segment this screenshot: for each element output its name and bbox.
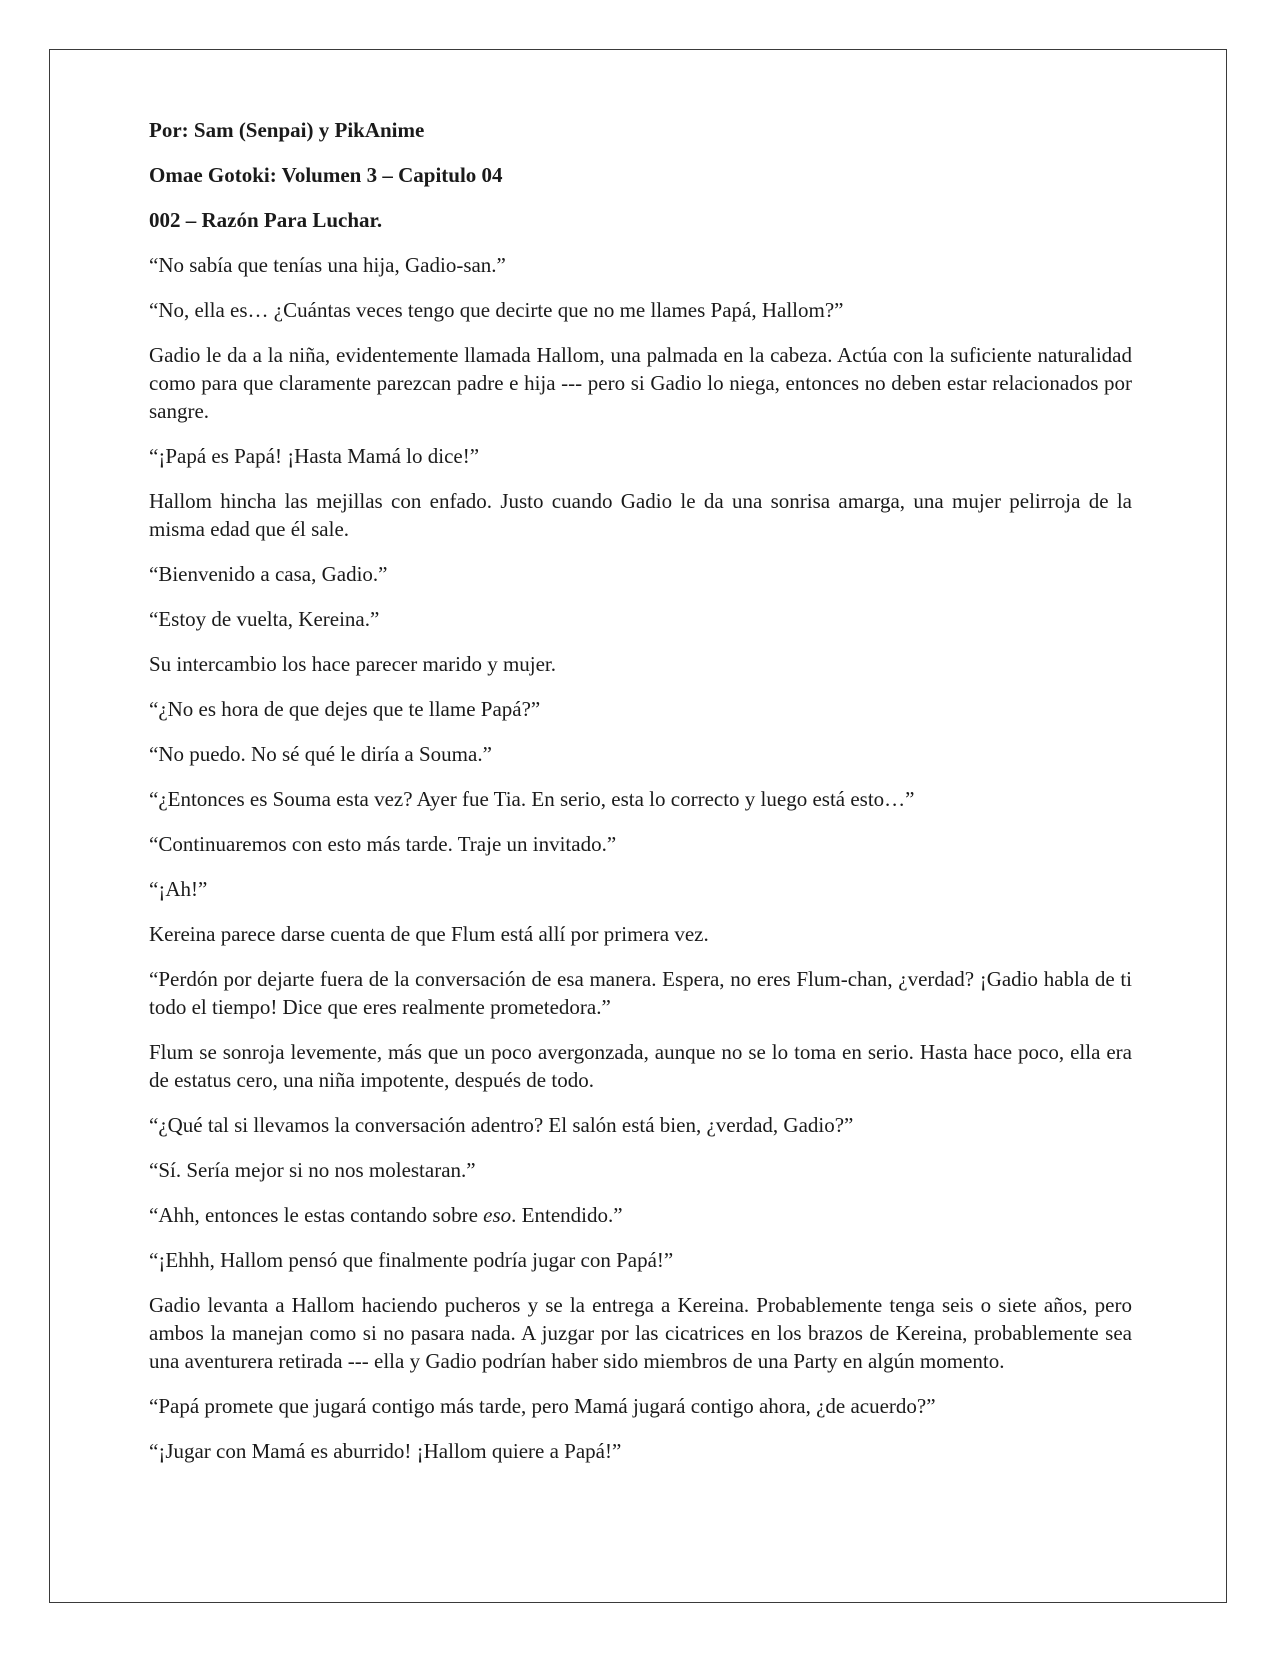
paragraph: Gadio levanta a Hallom haciendo pucheros y se la entrega a Kereina. Probablemente tenga seis o siete años, pero ambos la manejan como si no pasara nada. A juzgar por las cicatrices en los brazos de Kereina, probablemente sea una aventurera retirada --- ella y Gadio podrían haber sido miembros de una Party en algún momento. <box>149 1293 1132 1373</box>
paragraph: “¡Jugar con Mamá es aburrido! ¡Hallom quiere a Papá!” <box>149 1439 622 1463</box>
paragraph: “Continuaremos con esto más tarde. Traje un invitado.” <box>149 832 617 856</box>
paragraph: “No, ella es… ¿Cuántas veces tengo que decirte que no me llames Papá, Hallom?” <box>149 298 844 322</box>
paragraph: Kereina parece darse cuenta de que Flum está allí por primera vez. <box>149 922 709 946</box>
paragraph: Su intercambio los hace parecer marido y mujer. <box>149 652 557 676</box>
paragraph: Flum se sonroja levemente, más que un poco avergonzada, aunque no se lo toma en serio. Hasta hace poco, ella era de estatus cero, una niña impotente, después de todo. <box>149 1040 1132 1092</box>
paragraph: Hallom hincha las mejillas con enfado. Justo cuando Gadio le da una sonrisa amarga, una mujer pelirroja de la misma edad que él sale. <box>149 489 1132 541</box>
paragraph-with-italic <box>149 1201 1132 1229</box>
paragraph: “Estoy de vuelta, Kereina.” <box>149 607 380 631</box>
paragraph: “Perdón por dejarte fuera de la conversación de esa manera. Espera, no eres Flum-chan, ¿verdad? ¡Gadio habla de ti todo el tiempo! Dice que eres realmente prometedora.” <box>149 967 1132 1019</box>
volume-chapter-line: Omae Gotoki: Volumen 3 – Capitulo 04 <box>149 163 503 187</box>
document-body <box>149 116 1132 1482</box>
italic-word: eso <box>483 1203 512 1227</box>
paragraph: “¡Papá es Papá! ¡Hasta Mamá lo dice!” <box>149 444 480 468</box>
paragraph: “No sabía que tenías una hija, Gadio-san.” <box>149 253 506 277</box>
credits-line: Por: Sam (Senpai) y PikAnime <box>149 118 425 142</box>
text-run: . Entendido.” <box>511 1203 623 1227</box>
text-run: “Ahh, entonces le estas contando sobre <box>149 1203 484 1227</box>
section-title: 002 – Razón Para Luchar. <box>149 208 383 232</box>
paragraph: “Papá promete que jugará contigo más tarde, pero Mamá jugará contigo ahora, ¿de acuerdo?” <box>149 1394 936 1418</box>
paragraph: “¿No es hora de que dejes que te llame Papá?” <box>149 697 541 721</box>
paragraph: “No puedo. No sé qué le diría a Souma.” <box>149 742 492 766</box>
paragraph: “¿Entonces es Souma esta vez? Ayer fue Tia. En serio, esta lo correcto y luego está esto…” <box>149 787 915 811</box>
paragraph: “¿Qué tal si llevamos la conversación adentro? El salón está bien, ¿verdad, Gadio?” <box>149 1113 854 1137</box>
paragraph: “¡Ehhh, Hallom pensó que finalmente podría jugar con Papá!” <box>149 1248 674 1272</box>
paragraph: “Sí. Sería mejor si no nos molestaran.” <box>149 1158 476 1182</box>
paragraph: Gadio le da a la niña, evidentemente llamada Hallom, una palmada en la cabeza. Actúa con la suficiente naturalidad como para que claramente parezcan padre e hija --- pero si Gadio lo niega, entonces no deben estar relacionados por sangre. <box>149 343 1132 423</box>
paragraph: “¡Ah!” <box>149 877 208 901</box>
paragraph: “Bienvenido a casa, Gadio.” <box>149 562 388 586</box>
